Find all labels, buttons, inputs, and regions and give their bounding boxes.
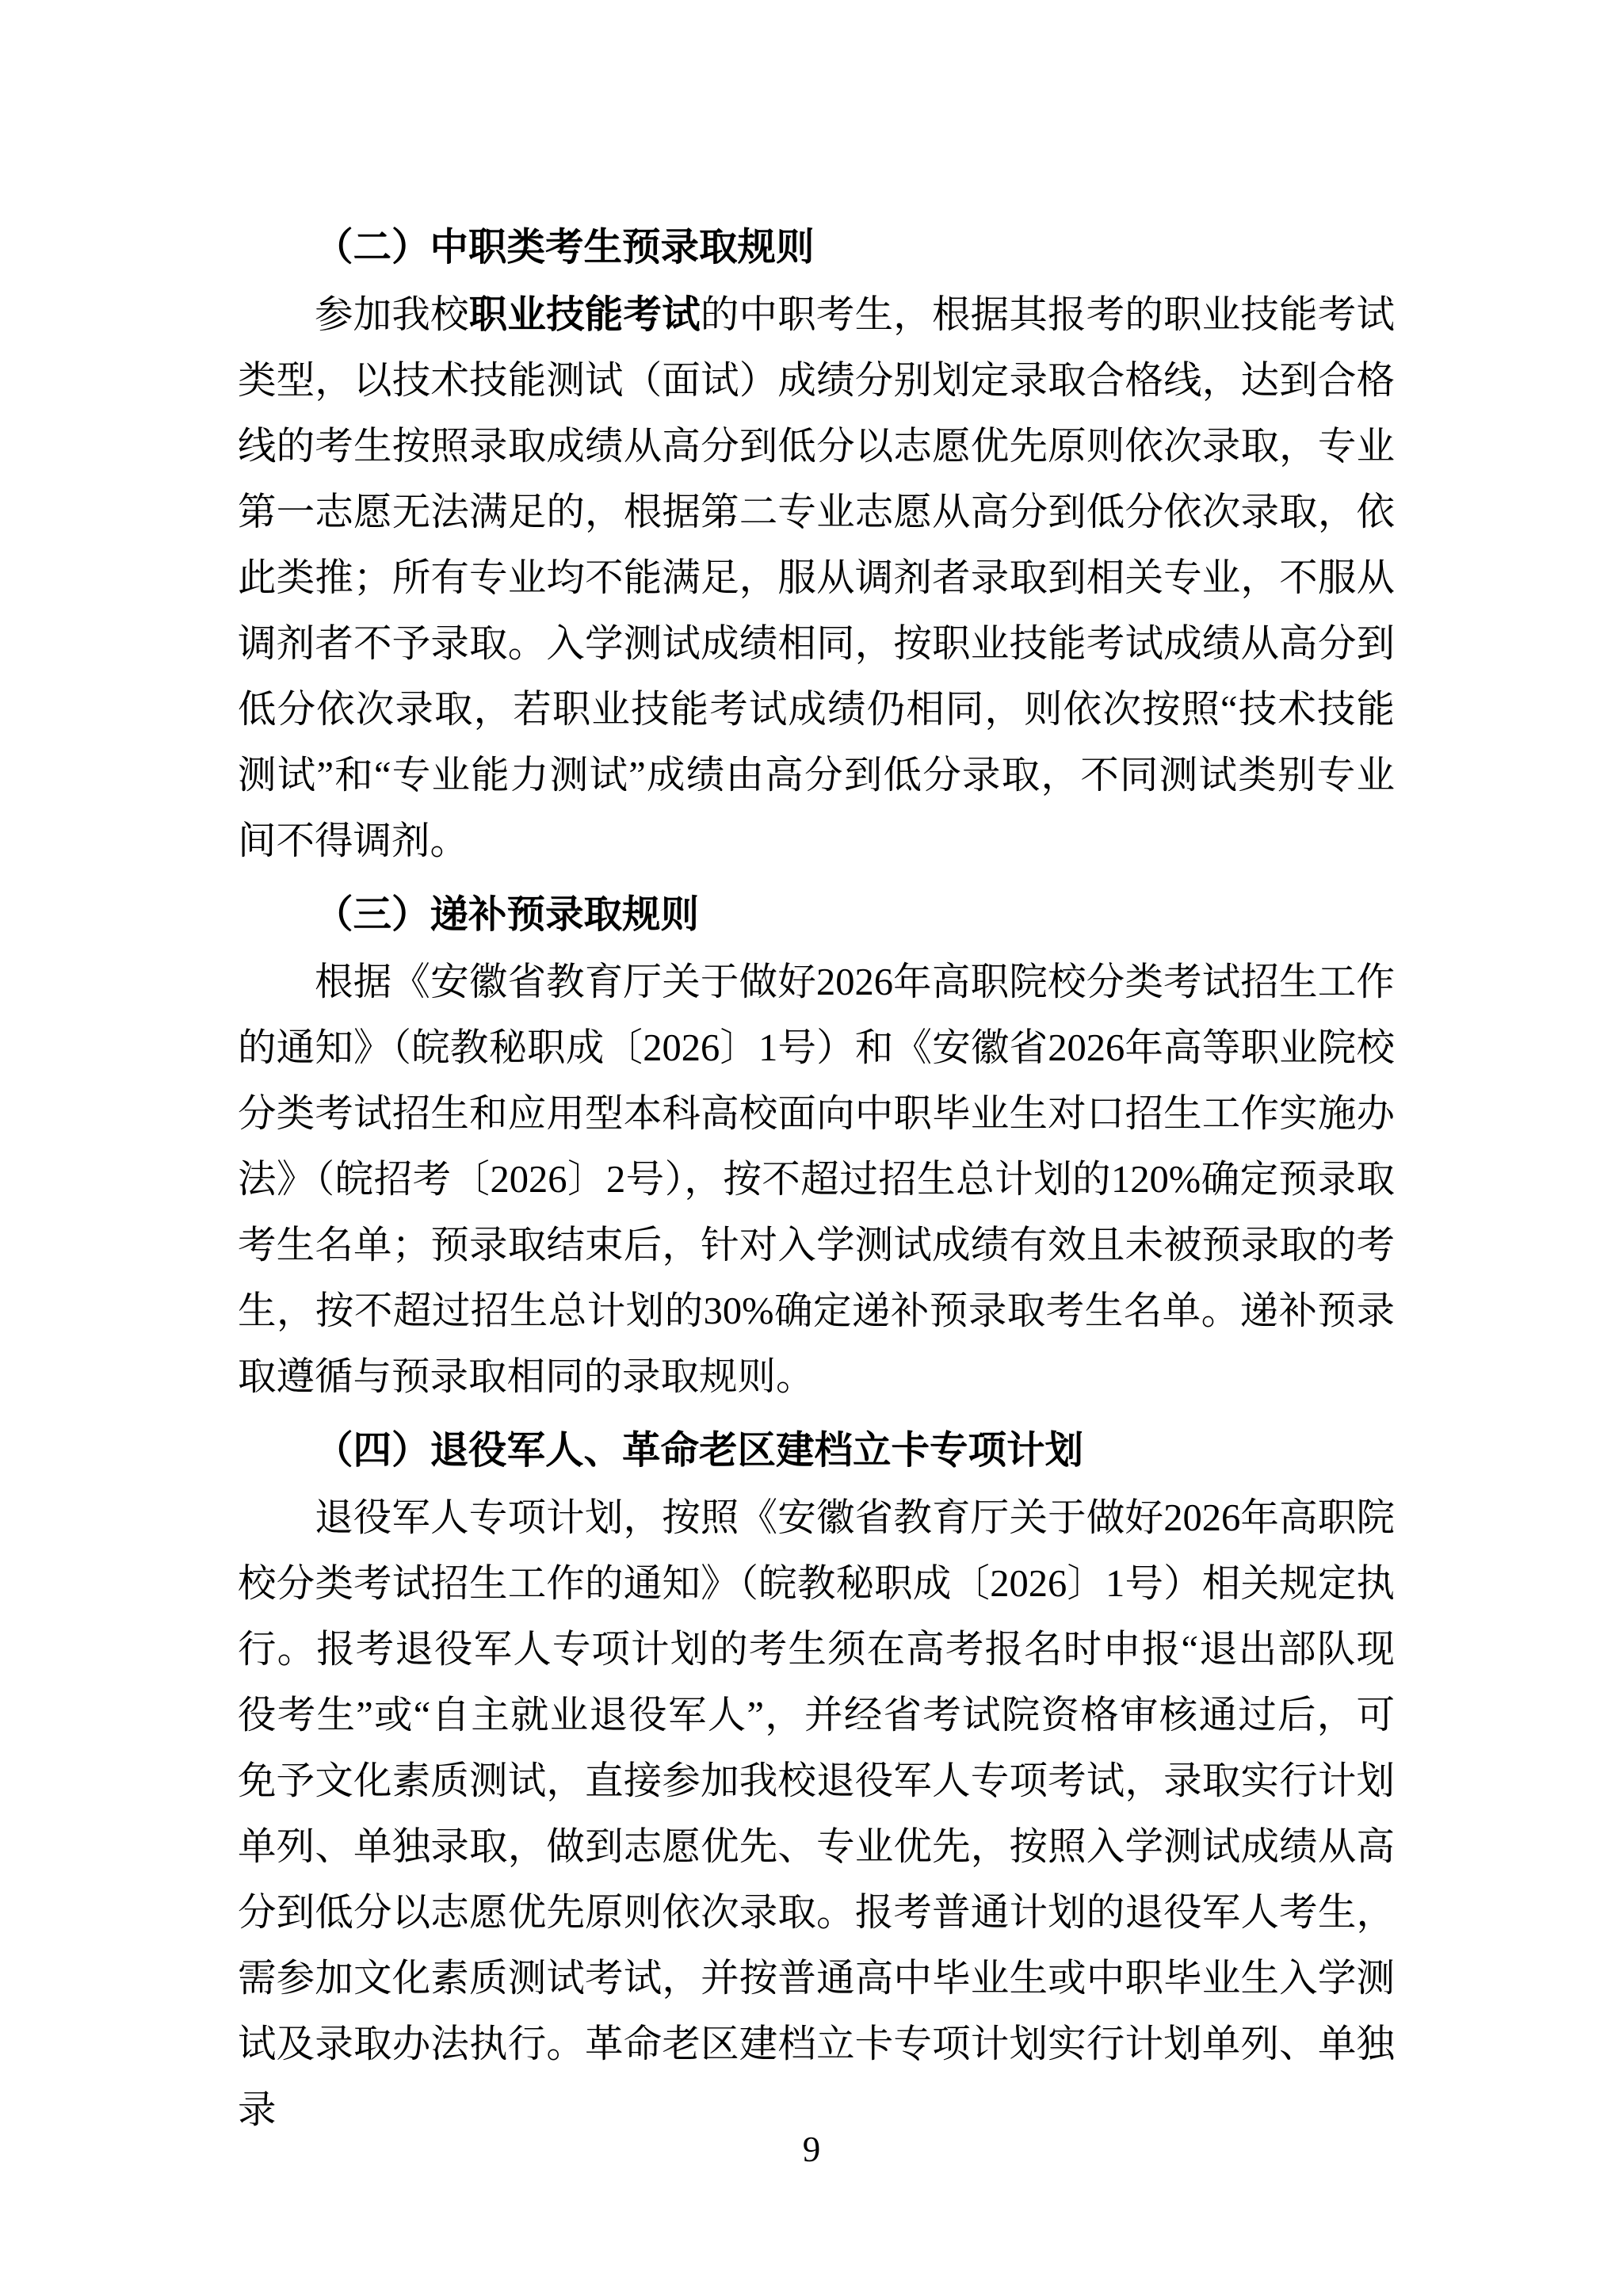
paragraph	[238, 949, 1395, 1410]
bold-text: 职业技能考试	[468, 294, 701, 336]
paragraph	[238, 282, 1395, 874]
page-number: 9	[802, 2130, 821, 2169]
section-heading-1: （二）中职类考生预录取规则	[315, 227, 815, 269]
body-text: 退役军人专项计划，按照《安徽省教育厅关于做好2026年高职院校分类考试招生工作的通知》（皖教秘职成〔2026〕1号）相关规定执行。报考退役军人专项计划的考生须在高考报名时申报“退出部队现役考生”或“自主就业退役军人”，并经省考试院资格审核通过后，可免予文化素质测试，直接参加我校退役军人专项考试，录取实行计划单列、单独录取，做到志愿优先、专业优先，按照入学测试成绩从高分到低分以志愿优先原则依次录取。报考普通计划的退役军人考生，需参加文化素质测试考试，并按普通高中毕业生或中职毕业生入学测试及录取办法执行。革命老区建档立卡专项计划实行计划单列、单独录	[238, 1497, 1395, 2131]
section-heading-2: （三）递补预录取规则	[315, 894, 700, 936]
body-text: 参加我校	[315, 294, 469, 336]
body-text: 根据《安徽省教育厅关于做好2026年高职院校分类考试招生工作的通知》（皖教秘职成〔2026〕1号）和《安徽省2026年高等职业院校分类考试招生和应用型本科高校面向中职毕业生对口招生工作实施办法》（皖招考〔2026〕2号），按不超过招生总计划的120%确定预录取考生名单；预录取结束后，针对入学测试成绩有效且未被预录取的考生，按不超过招生总计划的30%确定递补预录取考生名单。递补预录取遵循与预录取相同的录取规则。	[238, 961, 1395, 1398]
body-text: 的中职考生，根据其报考的职业技能考试类型，以技术技能测试（面试）成绩分别划定录取合格线，达到合格线的考生按照录取成绩从高分到低分以志愿优先原则依次录取，专业第一志愿无法满足的，根据第二专业志愿从高分到低分依次录取，依此类推；所有专业均不能满足，服从调剂者录取到相关专业，不服从调剂者不予录取。入学测试成绩相同，按职业技能考试成绩从高分到低分依次录取，若职业技能考试成绩仍相同，则依次按照“技术技能测试”和“专业能力测试”成绩由高分到低分录取，不同测试类别专业间不得调剂。	[238, 294, 1395, 862]
document-body	[238, 207, 1395, 2143]
paragraph	[238, 1485, 1395, 2143]
section-heading-3: （四）退役军人、革命老区建档立卡专项计划	[315, 1430, 1084, 1472]
